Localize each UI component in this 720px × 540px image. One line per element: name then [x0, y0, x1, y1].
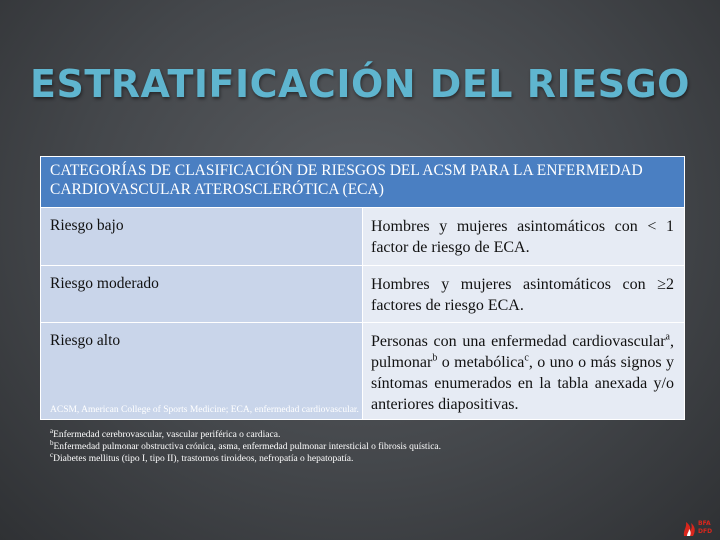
description-text: Hombres y mujeres asintomáticos con < 1 factor de riesgo de ECA. — [371, 218, 674, 256]
footnote-mark: b — [50, 438, 54, 447]
description-text: Personas con una enfermedad cardiovascular — [371, 333, 666, 350]
description-text: Hombres y mujeres asintomáticos con ≥2 factores de riesgo ECA. — [371, 276, 674, 314]
risk-description-low — [363, 208, 685, 266]
description-text: o metabólica — [437, 354, 525, 371]
footnote-text: Enfermedad pulmonar obstructiva crónica, asma, enfermedad pulmonar intersticial o fibrosis quística. — [53, 442, 442, 452]
risk-table — [40, 156, 685, 420]
svg-text:BFA: BFA — [698, 520, 711, 527]
footnote-mark: a — [665, 331, 670, 343]
footnote-text: Diabetes mellitus (tipo I, tipo II), trastornos tiroideos, nefropatía o hepatopatía. — [53, 454, 354, 464]
flame-logo-icon — [682, 517, 716, 537]
table-row — [41, 266, 685, 323]
footnote-c — [50, 450, 690, 465]
footnote-mark: c — [50, 450, 54, 459]
svg-text:DFD: DFD — [698, 528, 713, 535]
footnote-a — [50, 426, 690, 441]
table-row — [41, 208, 685, 266]
abbreviations-note: ACSM, American College of Sports Medicine; ECA, enfermedad cardiovascular. — [50, 405, 359, 415]
footnote-mark: b — [432, 352, 438, 364]
risk-description-moderate — [363, 266, 685, 323]
risk-label-moderate: Riesgo moderado — [41, 266, 363, 323]
footnote-mark: c — [524, 352, 529, 364]
table-header: CATEGORÍAS DE CLASIFICACIÓN DE RIESGOS DEL ACSM PARA LA ENFERMEDAD CARDIOVASCULAR ATEROSCLERÓTICA (ECA) — [41, 157, 685, 208]
footnote-text: Enfermedad cerebrovascular, vascular periférica o cardiaca. — [53, 430, 281, 440]
footnote-mark: a — [50, 426, 54, 435]
risk-label-high: Riesgo alto — [41, 323, 363, 420]
risk-label-low: Riesgo bajo — [41, 208, 363, 266]
footnotes — [50, 404, 690, 465]
description-text: , o uno o más signos y síntomas enumerados en la tabla anexada y/o anteriores diapositivas. — [371, 354, 675, 413]
slide-title: ESTRATIFICACIÓN DEL RIESGO — [30, 62, 690, 106]
footnote-b — [50, 438, 690, 453]
description-text: , pulmonar — [371, 333, 674, 371]
